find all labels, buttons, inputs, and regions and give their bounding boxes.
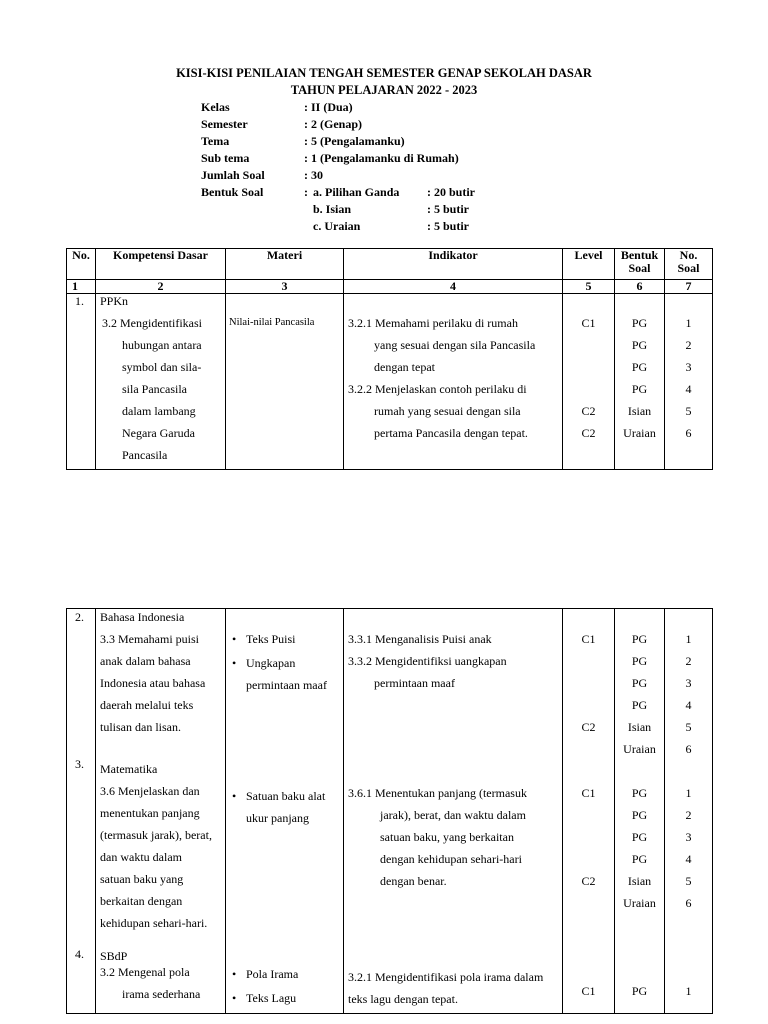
indikator-line: permintaan maaf [374, 676, 455, 690]
document-title: KISI-KISI PENILAIAN TENGAH SEMESTER GENAP SEKOLAH DASAR [176, 66, 592, 80]
col-header-kd: Kompetensi Dasar [96, 249, 226, 280]
bentuk-value: Isian [627, 720, 652, 734]
grid-table-2 [66, 608, 713, 1014]
row-number: 4. [75, 947, 84, 961]
nosoal-value: 1 [685, 786, 692, 800]
cell-materi [226, 609, 344, 1014]
bentuk-value: PG [631, 786, 648, 800]
kd-line: Indonesia atau bahasa [100, 676, 206, 690]
indikator-line: yang sesuai dengan sila Pancasila [374, 338, 536, 352]
kd-line: kehidupan sehari-hari. [100, 916, 208, 930]
cell-nosoal [665, 609, 713, 1014]
col-number: 4 [344, 280, 563, 294]
indikator-line: 3.3.2 Mengidentifiksi uangkapan [348, 654, 507, 668]
indikator-line: 3.6.1 Menentukan panjang (termasuk [348, 786, 527, 800]
cell-kd [96, 609, 226, 1014]
materi-item: Satuan baku alat [246, 789, 326, 803]
col-header-text: Soal [677, 261, 700, 275]
nosoal-value: 5 [685, 404, 692, 418]
kd-line: (termasuk jarak), berat, [100, 828, 212, 842]
kd-line: irama sederhana [122, 987, 201, 1001]
cell-materi [226, 294, 344, 470]
bentuk-value: PG [631, 852, 648, 866]
nosoal-value: 4 [685, 382, 692, 396]
col-header-indikator: Indikator [344, 249, 563, 280]
materi-item: Teks Puisi [246, 632, 296, 646]
indikator-line: rumah yang sesuai dengan sila [374, 404, 521, 418]
cell-indikator [344, 294, 563, 470]
row-number: 3. [75, 757, 84, 771]
kd-line: 3.3 Memahami puisi [100, 632, 199, 646]
indikator-line: dengan tepat [374, 360, 435, 374]
indikator-line: satuan baku, yang berkaitan [380, 830, 514, 844]
meta-label: Tema [201, 134, 230, 148]
meta-value: : 5 (Pengalamanku) [304, 134, 405, 148]
materi-item: Pola Irama [246, 967, 299, 981]
meta-option-a [313, 184, 475, 201]
row-number: 2. [75, 610, 84, 624]
cell-no [67, 294, 96, 470]
materi-text: Nilai-nilai Pancasila [229, 317, 315, 328]
indikator-line: jarak), berat, dan waktu dalam [380, 808, 526, 822]
nosoal-value: 1 [685, 984, 692, 998]
bentuk-value: Isian [627, 874, 652, 888]
bentuk-value: PG [631, 654, 648, 668]
meta-value: : II (Dua) [304, 100, 353, 114]
cell-nosoal [665, 294, 713, 470]
materi-item: permintaan maaf [246, 678, 327, 692]
col-header-text: No. [679, 248, 698, 262]
col-number: 2 [96, 280, 226, 294]
meta-option-value: : 5 butir [427, 219, 469, 233]
col-header-nosoal [665, 249, 713, 280]
meta-label: Kelas [201, 100, 230, 114]
indikator-line: teks lagu dengan tepat. [348, 992, 458, 1006]
indikator-line: 3.3.1 Menganalisis Puisi anak [348, 632, 492, 646]
bentuk-value: PG [631, 808, 648, 822]
cell-level [563, 294, 615, 470]
indikator-line: 3.2.2 Menjelaskan contoh perilaku di [348, 382, 527, 396]
nosoal-value: 2 [685, 654, 692, 668]
kd-line: sila Pancasila [122, 382, 187, 396]
col-number: 6 [615, 280, 665, 294]
meta-value: : 30 [304, 168, 323, 182]
meta-tema [201, 133, 459, 150]
indikator-line: 3.2.1 Mengidentifikasi pola irama dalam [348, 970, 544, 984]
cell-kd [96, 294, 226, 470]
column-number-row [67, 280, 713, 294]
document-subtitle: TAHUN PELAJARAN 2022 - 2023 [290, 83, 478, 97]
level-value: C2 [581, 404, 596, 418]
kd-line: 3.2 Mengenal pola [100, 965, 190, 979]
bentuk-value: Uraian [623, 742, 656, 756]
bullet-icon: • [232, 991, 237, 1005]
bentuk-value: PG [631, 676, 648, 690]
bentuk-value: Uraian [623, 426, 656, 440]
nosoal-value: 2 [685, 338, 692, 352]
bentuk-value: PG [631, 698, 648, 712]
level-value: C2 [581, 720, 596, 734]
meta-option-b [313, 201, 475, 218]
bullet-icon: • [232, 632, 237, 646]
table-row [67, 294, 713, 470]
col-header-no: No. [67, 249, 96, 280]
level-value: C2 [581, 874, 596, 888]
kd-line: daerah melalui teks [100, 698, 194, 712]
level-value: C1 [581, 984, 596, 998]
nosoal-value: 6 [685, 896, 692, 910]
meta-jumlah [201, 167, 459, 184]
col-header-materi: Materi [226, 249, 344, 280]
meta-option-label: b. Isian [313, 202, 352, 216]
bentuk-value: PG [631, 632, 648, 646]
kd-line: berkaitan dengan [100, 894, 183, 908]
col-number: 1 [67, 280, 96, 294]
meta-option-label: c. Uraian [313, 219, 361, 233]
kd-line: Negara Garuda [122, 426, 195, 440]
bentuk-value: PG [631, 338, 648, 352]
nosoal-value: 2 [685, 808, 692, 822]
kd-line: menentukan panjang [100, 806, 200, 820]
bullet-icon: • [232, 789, 237, 803]
meta-subtema [201, 150, 459, 167]
meta-kelas [201, 99, 459, 116]
nosoal-value: 5 [685, 720, 692, 734]
meta-value: : 1 (Pengalamanku di Rumah) [304, 151, 459, 165]
meta-option-value: : 20 butir [427, 185, 475, 199]
materi-item: Teks Lagu [246, 991, 297, 1005]
col-number: 7 [665, 280, 713, 294]
nosoal-value: 4 [685, 698, 692, 712]
meta-label: Jumlah Soal [201, 168, 265, 182]
nosoal-value: 3 [685, 830, 692, 844]
indikator-line: dengan benar. [380, 874, 447, 888]
bentuk-value: PG [631, 382, 648, 396]
nosoal-value: 6 [685, 742, 692, 756]
level-value: C1 [581, 632, 596, 646]
meta-semester [201, 116, 459, 133]
nosoal-value: 3 [685, 676, 692, 690]
nosoal-value: 5 [685, 874, 692, 888]
bentuk-value: Uraian [623, 896, 656, 910]
cell-indikator [344, 609, 563, 1014]
materi-item: ukur panjang [246, 811, 309, 825]
bentuk-value: PG [631, 316, 648, 330]
col-number: 3 [226, 280, 344, 294]
col-header-level: Level [563, 249, 615, 280]
col-number: 5 [563, 280, 615, 294]
table-row [67, 609, 713, 1014]
indikator-line: pertama Pancasila dengan tepat. [374, 426, 528, 440]
indikator-line: 3.2.1 Memahami perilaku di rumah [348, 316, 518, 330]
level-value: C1 [581, 316, 596, 330]
nosoal-value: 6 [685, 426, 692, 440]
meta-label: Bentuk Soal [201, 185, 264, 199]
bentuk-value: Isian [627, 404, 652, 418]
level-value: C2 [581, 426, 596, 440]
kd-line: tulisan dan lisan. [100, 720, 181, 734]
col-header-bentuk [615, 249, 665, 280]
meta-value: : [304, 185, 308, 199]
kd-line: hubungan antara [122, 338, 202, 352]
kd-line: satuan baku yang [100, 872, 184, 886]
cell-bentuk [615, 294, 665, 470]
cell-no [67, 609, 96, 1014]
kd-line: anak dalam bahasa [100, 654, 191, 668]
row-number: 1. [75, 294, 84, 308]
kd-line: Pancasila [122, 448, 168, 462]
kd-line: dan waktu dalam [100, 850, 182, 864]
kd-line: symbol dan sila- [122, 360, 202, 374]
meta-label: Semester [201, 117, 248, 131]
col-header-text: Soal [628, 261, 651, 275]
grid-table-1 [66, 248, 713, 470]
cell-level [563, 609, 615, 1014]
col-header-text: Bentuk [620, 248, 659, 262]
nosoal-value: 1 [685, 316, 692, 330]
meta-bentuk-options [313, 184, 475, 235]
meta-option-c [313, 218, 475, 235]
level-value: C1 [581, 786, 596, 800]
materi-item: Ungkapan [246, 656, 296, 670]
bentuk-value: PG [631, 830, 648, 844]
subject-name: SBdP [100, 949, 128, 963]
meta-label: Sub tema [201, 151, 250, 165]
subject-name: Matematika [100, 762, 158, 776]
subject-name: PPKn [100, 294, 129, 308]
header-row [67, 249, 713, 280]
bentuk-value: PG [631, 360, 648, 374]
indikator-line: dengan kehidupan sehari-hari [380, 852, 522, 866]
bullet-icon: • [232, 656, 237, 670]
kd-line: 3.6 Menjelaskan dan [100, 784, 200, 798]
bullet-icon: • [232, 967, 237, 981]
bentuk-value: PG [631, 984, 648, 998]
meta-option-value: : 5 butir [427, 202, 469, 216]
meta-option-label: a. Pilihan Ganda [313, 185, 400, 199]
cell-bentuk [615, 609, 665, 1014]
nosoal-value: 3 [685, 360, 692, 374]
kd-line: dalam lambang [122, 404, 196, 418]
nosoal-value: 1 [685, 632, 692, 646]
subject-name: Bahasa Indonesia [100, 610, 185, 624]
nosoal-value: 4 [685, 852, 692, 866]
meta-value: : 2 (Genap) [304, 117, 362, 131]
kd-line: 3.2 Mengidentifikasi [102, 316, 202, 330]
